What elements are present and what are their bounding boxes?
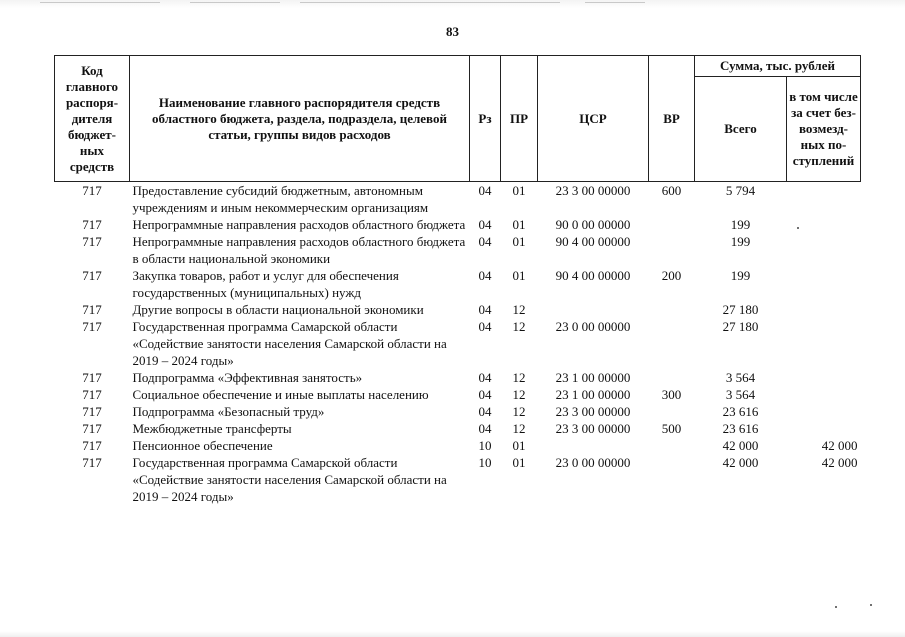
cell-rz: 04 — [478, 217, 492, 232]
table-row — [55, 301, 861, 318]
header-name: Наименование главного распорядителя средств областного бюджета, раздела, подраздела, целевой статьи, группы видов расходов — [130, 56, 470, 182]
cell-rz: 04 — [478, 183, 492, 198]
cell-pr: 01 — [512, 438, 526, 453]
cell-grants — [787, 301, 861, 318]
cell-vr — [649, 403, 695, 420]
cell-pr: 12 — [512, 370, 526, 385]
cell-pr: 01 — [512, 183, 526, 198]
cell-total: 199 — [730, 217, 751, 232]
table-row — [55, 216, 861, 233]
cell-csr — [538, 437, 649, 454]
cell-grants — [787, 369, 861, 386]
cell-vr — [649, 318, 695, 369]
cell-code: 717 — [82, 319, 102, 334]
cell-csr: 90 4 00 00000 — [555, 234, 631, 249]
cell-grants: 42 000 — [821, 438, 858, 453]
cell-rz: 10 — [478, 438, 492, 453]
cell-csr: 90 0 00 00000 — [555, 217, 631, 232]
cell-rz: 04 — [478, 387, 492, 402]
cell-csr: 90 4 00 00000 — [555, 268, 631, 283]
cell-vr: 600 — [661, 183, 682, 198]
cell-pr: 12 — [512, 319, 526, 334]
table-row — [55, 233, 861, 267]
cell-vr — [649, 216, 695, 233]
cell-code: 717 — [82, 438, 102, 453]
cell-grants — [787, 386, 861, 403]
cell-csr: 23 0 00 00000 — [555, 319, 631, 334]
cell-vr — [649, 233, 695, 267]
scan-speck — [870, 604, 872, 606]
cell-rz: 04 — [478, 370, 492, 385]
cell-total: 27 180 — [722, 302, 759, 317]
table-row — [55, 182, 861, 217]
cell-pr: 12 — [512, 302, 526, 317]
cell-code: 717 — [82, 302, 102, 317]
cell-rz: 04 — [478, 404, 492, 419]
cell-vr: 300 — [661, 387, 682, 402]
cell-name: Государственная программа Самарской области «Содействие занятости населения Самарской области на 2019 – 2024 годы» — [132, 455, 447, 504]
cell-name: Социальное обеспечение и иные выплаты населению — [132, 387, 429, 402]
cell-pr: 01 — [512, 217, 526, 232]
cell-vr — [649, 437, 695, 454]
cell-pr: 12 — [512, 421, 526, 436]
cell-csr: 23 3 00 00000 — [555, 404, 631, 419]
cell-name: Межбюджетные трансферты — [132, 421, 292, 436]
table-row — [55, 420, 861, 437]
cell-csr: 23 1 00 00000 — [555, 387, 631, 402]
header-vr: ВР — [649, 56, 695, 182]
table-row — [55, 386, 861, 403]
cell-csr: 23 0 00 00000 — [555, 455, 631, 470]
budget-table — [54, 55, 861, 505]
cell-grants — [787, 318, 861, 369]
cell-csr: 23 3 00 00000 — [555, 421, 631, 436]
cell-grants — [787, 216, 861, 233]
cell-pr: 12 — [512, 387, 526, 402]
cell-rz: 10 — [478, 455, 492, 470]
cell-csr — [538, 301, 649, 318]
cell-rz: 04 — [478, 234, 492, 249]
cell-code: 717 — [82, 268, 102, 283]
cell-name: Закупка товаров, работ и услуг для обеспечения государственных (муниципальных) нужд — [132, 268, 399, 300]
cell-total: 199 — [730, 268, 751, 283]
scan-speck — [835, 606, 837, 608]
table-header — [55, 56, 861, 182]
cell-grants — [787, 267, 861, 301]
table-row — [55, 437, 861, 454]
header-code: Код главного распоря-дителя бюджет-ных средств — [55, 56, 130, 182]
cell-name: Другие вопросы в области национальной экономики — [132, 302, 424, 317]
cell-code: 717 — [82, 421, 102, 436]
cell-rz: 04 — [478, 319, 492, 334]
cell-code: 717 — [82, 217, 102, 232]
header-grants: в том числе за счет без-возмезд-ных по-ступлений — [787, 77, 861, 182]
cell-vr — [649, 369, 695, 386]
cell-total: 23 616 — [722, 404, 759, 419]
cell-total: 27 180 — [722, 319, 759, 334]
header-sum-group: Сумма, тыс. рублей — [695, 56, 861, 77]
cell-vr: 500 — [661, 421, 682, 436]
table-row — [55, 454, 861, 505]
cell-pr: 01 — [512, 268, 526, 283]
cell-total: 23 616 — [722, 421, 759, 436]
table-row — [55, 318, 861, 369]
cell-total: 3 564 — [725, 370, 756, 385]
scan-edge-top — [0, 0, 905, 8]
header-rz: Рз — [470, 56, 501, 182]
cell-grants — [787, 403, 861, 420]
cell-code: 717 — [82, 455, 102, 470]
cell-total: 42 000 — [722, 455, 759, 470]
cell-name: Подпрограмма «Безопасный труд» — [132, 404, 325, 419]
cell-pr: 01 — [512, 455, 526, 470]
cell-code: 717 — [82, 404, 102, 419]
header-total: Всего — [695, 77, 787, 182]
cell-grants: 42 000 — [821, 455, 858, 470]
cell-vr — [649, 301, 695, 318]
cell-name: Непрограммные направления расходов областного бюджета в области национальной экономики — [132, 234, 466, 266]
cell-name: Пенсионное обеспечение — [132, 438, 273, 453]
cell-grants — [787, 233, 861, 267]
cell-code: 717 — [82, 183, 102, 198]
table-row — [55, 403, 861, 420]
cell-total: 199 — [730, 234, 751, 249]
table-row — [55, 267, 861, 301]
cell-name: Государственная программа Самарской области «Содействие занятости населения Самарской области на 2019 – 2024 годы» — [132, 319, 447, 368]
cell-pr: 12 — [512, 404, 526, 419]
cell-rz: 04 — [478, 302, 492, 317]
cell-rz: 04 — [478, 421, 492, 436]
cell-rz: 04 — [478, 268, 492, 283]
cell-name: Предоставление субсидий бюджетным, автономным учреждениям и иным некоммерческим организациям — [132, 183, 429, 215]
table-body — [55, 182, 861, 506]
page-number: 83 — [446, 24, 459, 39]
cell-total: 5 794 — [725, 183, 756, 198]
cell-code: 717 — [82, 387, 102, 402]
table-row — [55, 369, 861, 386]
cell-total: 42 000 — [722, 438, 759, 453]
cell-code: 717 — [82, 370, 102, 385]
cell-grants — [787, 420, 861, 437]
header-pr: ПР — [501, 56, 538, 182]
cell-total: 3 564 — [725, 387, 756, 402]
cell-csr: 23 1 00 00000 — [555, 370, 631, 385]
header-csr: ЦСР — [538, 56, 649, 182]
cell-csr: 23 3 00 00000 — [555, 183, 631, 198]
scan-edge-bottom — [0, 631, 905, 637]
cell-vr — [649, 454, 695, 505]
cell-grants — [787, 182, 861, 217]
cell-name: Подпрограмма «Эффективная занятость» — [132, 370, 363, 385]
cell-vr: 200 — [661, 268, 682, 283]
cell-name: Непрограммные направления расходов областного бюджета — [132, 217, 466, 232]
cell-pr: 01 — [512, 234, 526, 249]
cell-code: 717 — [82, 234, 102, 249]
